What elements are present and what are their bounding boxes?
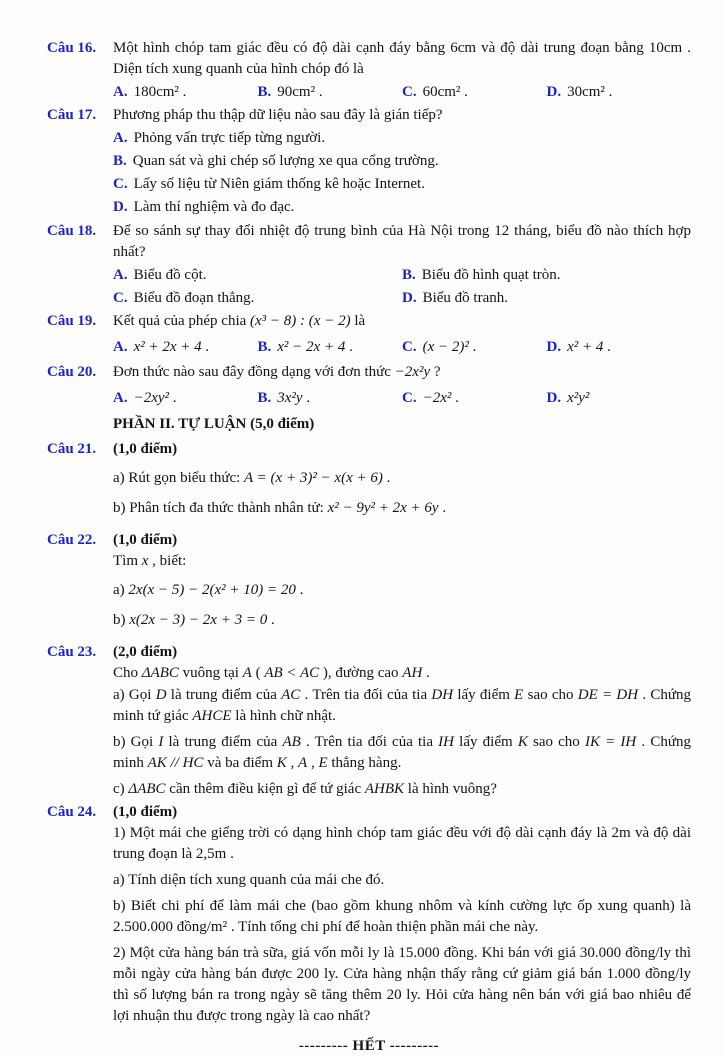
question-20-text: Đơn thức nào sau đây đồng dạng với đơn thức −2x²y ? — [113, 364, 441, 380]
question-17-option-d — [113, 196, 691, 218]
question-18-text: Để so sánh sự thay đổi nhiệt độ trung bình của Hà Nội trong 12 tháng, biểu đồ nào thích hợp nhất? — [113, 223, 691, 260]
question-17-option-c — [113, 173, 691, 195]
question-16-options — [113, 81, 691, 103]
question-23-body — [113, 642, 691, 800]
question-16-body — [113, 38, 691, 103]
option-letter: B. — [113, 153, 127, 169]
option-letter: B. — [257, 390, 272, 406]
question-18-body — [113, 221, 691, 309]
question-20-option-c — [402, 387, 547, 409]
option-letter: D. — [113, 199, 128, 215]
option-value: Làm thí nghiệm và đo đạc. — [133, 199, 295, 215]
question-17-option-a — [113, 127, 691, 149]
question-19-text: Kết quả của phép chia (x³ − 8) : (x − 2) là — [113, 313, 366, 329]
option-letter: C. — [402, 84, 417, 100]
question-22-points: (1,0 điểm) — [113, 532, 178, 548]
option-value: 3x²y . — [277, 390, 311, 406]
option-letter: C. — [113, 176, 128, 192]
option-letter: C. — [113, 290, 128, 306]
option-letter: A. — [113, 84, 128, 100]
question-24-part-b: b) Biết chi phí để làm mái che (bao gồm khung nhôm và kính cường lực ốp xung quanh) là 2.500.000 đồng/m² . Tính tổng chi phí để hoàn thiện phần mái che này. — [113, 898, 691, 935]
option-value: x² − 2x + 4 . — [277, 339, 353, 355]
question-23-number: Câu 23. — [47, 644, 97, 660]
question-20-number: Câu 20. — [47, 364, 97, 380]
question-17-options — [113, 127, 691, 218]
option-value: 60cm² . — [422, 84, 468, 100]
question-18-option-c — [113, 287, 402, 309]
option-value: Quan sát và ghi chép số lượng xe qua cổng trường. — [132, 153, 439, 169]
option-letter: A. — [113, 339, 128, 355]
question-18-option-b — [402, 264, 691, 286]
question-22-intro: Tìm x , biết: — [113, 553, 187, 569]
question-16-option-d — [547, 81, 692, 103]
question-17 — [47, 105, 691, 219]
option-letter: A. — [113, 130, 128, 146]
question-20-options — [113, 387, 691, 409]
question-18 — [47, 221, 691, 309]
question-17-option-b — [113, 150, 691, 172]
question-18-options — [113, 264, 691, 309]
question-20-body — [113, 362, 691, 411]
question-19-option-d — [547, 336, 692, 358]
question-16-number: Câu 16. — [47, 40, 97, 56]
question-23-part-c: c) ΔABC cần thêm điều kiện gì để tứ giác AHBK là hình vuông? — [113, 781, 497, 797]
question-18-option-a — [113, 264, 402, 286]
option-value: Biểu đồ đoạn thẳng. — [133, 290, 255, 306]
question-22-number: Câu 22. — [47, 532, 97, 548]
option-value: Lấy số liệu từ Niên giám thống kê hoặc Internet. — [133, 176, 425, 192]
question-21 — [47, 439, 691, 528]
question-20-option-a — [113, 387, 258, 409]
question-20 — [47, 362, 691, 411]
option-letter: C. — [402, 339, 417, 355]
option-value: 180cm² . — [133, 84, 187, 100]
question-22-part-a: a) 2x(x − 5) − 2(x² + 10) = 20 . — [113, 582, 304, 598]
option-letter: D. — [402, 290, 417, 306]
question-16-text: Một hình chóp tam giác đều có độ dài cạnh đáy bằng 6cm và độ dài trung đoạn bằng 10cm . Diện tích xung quanh của hình chóp đó là — [113, 40, 691, 77]
question-16-option-a — [113, 81, 258, 103]
question-23 — [47, 642, 691, 800]
section-2-body — [113, 413, 691, 437]
question-22-part-b: b) x(2x − 3) − 2x + 3 = 0 . — [113, 612, 275, 628]
option-letter: B. — [402, 267, 416, 283]
option-letter: D. — [546, 84, 562, 100]
question-22-body — [113, 530, 691, 640]
option-value: x² + 2x + 4 . — [133, 339, 210, 355]
question-23-part-b: b) Gọi I là trung điểm của AB . Trên tia đối của tia IH lấy điểm K sao cho IK = IH . Chứng minh AK // HC và ba điểm K , A , E thẳng hàng. — [113, 734, 691, 771]
question-19-option-a — [113, 336, 258, 358]
question-19-options — [113, 336, 691, 358]
option-value: Phỏng vấn trực tiếp từng người. — [133, 130, 326, 146]
question-19-option-b — [258, 336, 403, 358]
question-21-part-b: b) Phân tích đa thức thành nhân tử: x² − 9y² + 2x + 6y . — [113, 500, 447, 516]
question-19-number: Câu 19. — [47, 313, 97, 329]
question-19 — [47, 311, 691, 360]
end-marker: --------- HẾT --------- — [298, 1038, 440, 1054]
option-letter: C. — [402, 390, 417, 406]
question-17-body — [113, 105, 691, 219]
question-21-part-a: a) Rút gọn biểu thức: A = (x + 3)² − x(x + 6) . — [113, 470, 391, 486]
option-value: Biểu đồ cột. — [133, 267, 207, 283]
question-20-option-b — [258, 387, 403, 409]
question-16 — [47, 38, 691, 103]
option-letter: B. — [257, 339, 272, 355]
question-17-number: Câu 17. — [47, 107, 97, 123]
question-22 — [47, 530, 691, 640]
question-24-body — [113, 802, 691, 1027]
question-21-number: Câu 21. — [47, 441, 97, 457]
question-24-number: Câu 24. — [47, 804, 97, 820]
question-23-part-a: a) Gọi D là trung điểm của AC . Trên tia đối của tia DH lấy điểm E sao cho DE = DH . Chứng minh tứ giác AHCE là hình chữ nhật. — [113, 687, 692, 724]
section-2-row — [47, 413, 691, 437]
question-16-option-c — [402, 81, 547, 103]
question-19-body — [113, 311, 691, 360]
option-letter: B. — [257, 84, 272, 100]
section-2-header: PHẦN II. TỰ LUẬN (5,0 điểm) — [113, 416, 315, 432]
question-17-text: Phương pháp thu thập dữ liệu nào sau đây là gián tiếp? — [113, 107, 443, 123]
option-value: −2xy² . — [133, 390, 177, 406]
question-21-body — [113, 439, 691, 528]
question-23-points: (2,0 điểm) — [113, 644, 178, 660]
option-letter: D. — [546, 390, 562, 406]
question-21-points: (1,0 điểm) — [113, 441, 178, 457]
option-value: Biểu đồ hình quạt tròn. — [421, 267, 561, 283]
question-19-option-c — [402, 336, 547, 358]
question-24-part-1: 1) Một mái che giếng trời có dạng hình chóp tam giác đều với độ dài cạnh đáy là 2m và độ dài trung đoạn là 2,5m . — [113, 825, 691, 862]
option-letter: A. — [113, 390, 128, 406]
question-18-number: Câu 18. — [47, 223, 97, 239]
question-24-points: (1,0 điểm) — [113, 804, 178, 820]
question-23-intro: Cho ΔABC vuông tại A ( AB < AC ), đường cao AH . — [113, 665, 430, 681]
question-16-option-b — [258, 81, 403, 103]
question-18-option-d — [402, 287, 691, 309]
option-value: x² + 4 . — [567, 339, 611, 355]
question-24 — [47, 802, 691, 1027]
question-20-option-d — [547, 387, 692, 409]
option-value: x²y² — [567, 390, 590, 406]
question-24-part-2: 2) Một cửa hàng bán trà sữa, giá vốn mỗi ly là 15.000 đồng. Khi bán với giá 30.000 đồng/ly thì mỗi ngày cửa hàng bán được 200 ly. Cửa hàng nhận thấy rằng cứ giảm giá bán 1.000 đồng/ly thì số lượng bán ra trong ngày sẽ tăng thêm 20 ly. Hỏi cửa hàng nên bán với giá bao nhiêu để lợi nhuận thu được trong ngày là cao nhất? — [113, 945, 691, 1024]
option-value: Biểu đồ tranh. — [422, 290, 508, 306]
question-24-part-a: a) Tính diện tích xung quanh của mái che đó. — [113, 872, 385, 888]
option-value: 90cm² . — [277, 84, 323, 100]
option-value: (x − 2)² . — [422, 339, 477, 355]
option-value: 30cm² . — [567, 84, 613, 100]
option-letter: A. — [113, 267, 128, 283]
option-value: −2x² . — [422, 390, 459, 406]
option-letter: D. — [546, 339, 562, 355]
